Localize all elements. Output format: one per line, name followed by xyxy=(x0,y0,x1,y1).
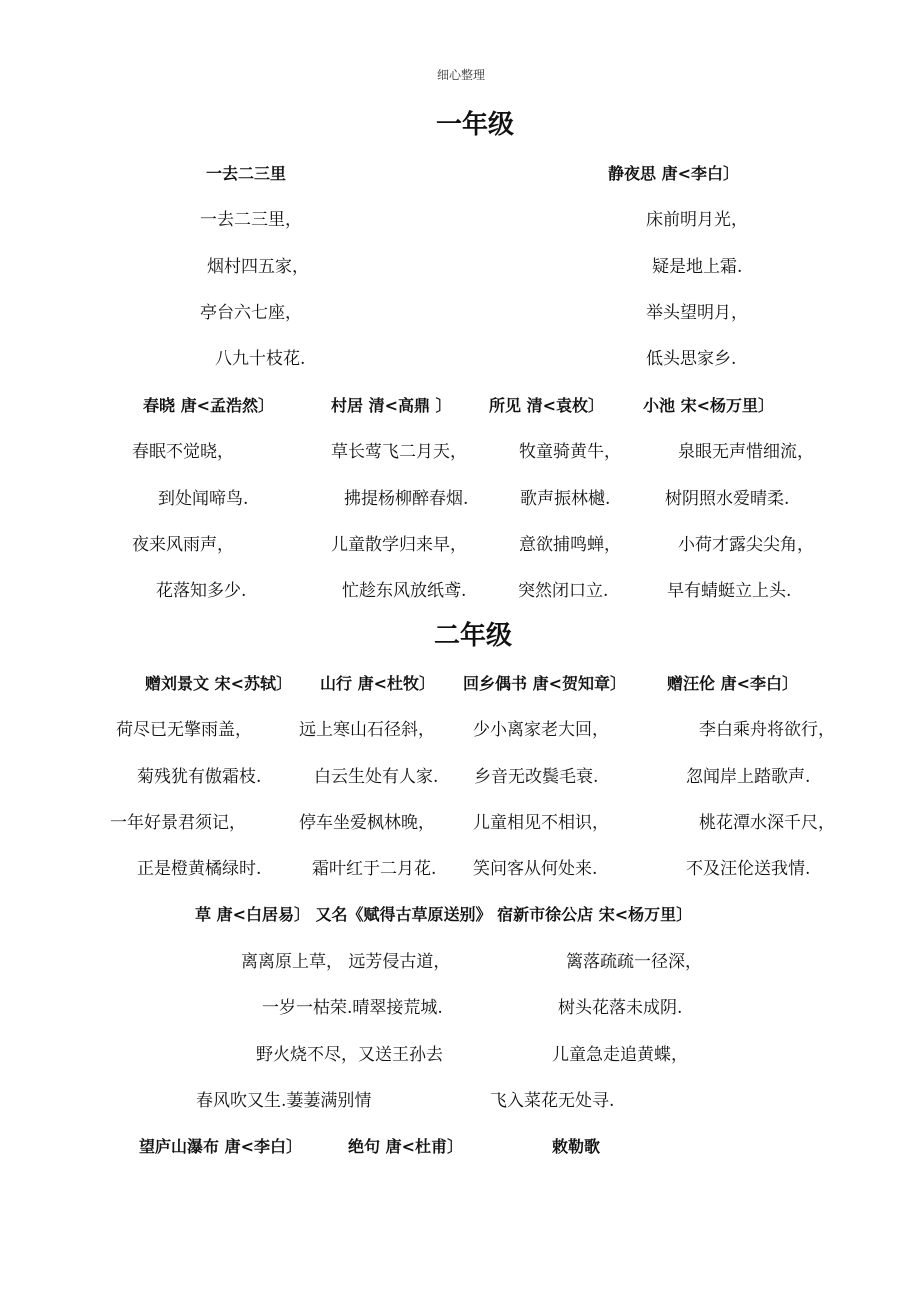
poem-line: 到处闻啼鸟. xyxy=(158,489,249,509)
poem-line: 床前明月光， xyxy=(646,210,748,230)
poem-line: 疑是地上霜. xyxy=(652,257,743,277)
poem-line: 飞入菜花无处寻. xyxy=(490,1091,615,1111)
poem-line: 突然闭口立. xyxy=(518,581,609,601)
poem-title: 一去二三里 xyxy=(206,164,287,183)
poem-line: 拂提杨柳醉春烟. xyxy=(344,489,469,509)
poem-line: 低头思家乡. xyxy=(646,349,737,369)
poem-line: 举头望明月， xyxy=(646,303,748,323)
poem-line: 乡音无改鬓毛衰. xyxy=(474,767,599,787)
poem-line: 牧童骑黄牛， xyxy=(519,442,621,462)
poem-title: 回乡偶书 唐<贺知章〕 xyxy=(463,674,626,693)
grade-heading: 一年级 xyxy=(436,110,515,140)
poem-line: 树阴照水爱晴柔. xyxy=(665,489,790,509)
poem-line: 荷尽已无擎雨盖， xyxy=(116,720,252,740)
poem-line: 远上寒山石径斜， xyxy=(299,720,435,740)
poem-line: 菊残犹有傲霜枝. xyxy=(137,767,262,787)
poem-title: 敕勒歌 xyxy=(552,1137,601,1156)
poem-line: 烟村四五家， xyxy=(207,257,309,277)
poem-line: 一去二三里， xyxy=(200,210,302,230)
poem-line: 霜叶红于二月花. xyxy=(312,859,437,879)
poem-title: 赠刘景文 宋<苏轼〕 xyxy=(145,674,292,693)
poem-line: 树头花落未成阴. xyxy=(558,998,683,1018)
poem-line: 亭台六七座， xyxy=(200,303,302,323)
poem-title: 静夜思 唐<李白〕 xyxy=(608,164,739,183)
poem-line: 李白乘舟将欲行， xyxy=(699,720,835,740)
poem-line: 不及汪伦送我情. xyxy=(686,859,811,879)
poem-title-row: 草 唐<白居易〕 又名《赋得古草原送别》 宿新市徐公店 宋<杨万里〕 xyxy=(195,905,693,924)
poem-line: 草长莺飞二月天， xyxy=(331,442,467,462)
poem-line: 花落知多少. xyxy=(156,581,247,601)
poem-line: 正是橙黄橘绿时. xyxy=(137,859,262,879)
poem-line: 停车坐爱枫林晚， xyxy=(299,813,435,833)
poem-title: 春晓 唐<孟浩然〕 xyxy=(143,396,274,415)
poem-line: 儿童散学归来早， xyxy=(331,535,467,555)
poem-line: 忽闻岸上踏歌声. xyxy=(686,767,811,787)
poem-line: 早有蜻蜓立上头. xyxy=(667,581,792,601)
poem-line: 野火烧不尽，又送王孙去 xyxy=(256,1045,443,1065)
poem-line: 一岁一枯荣.晴翠接荒城. xyxy=(262,998,443,1018)
poem-title: 山行 唐<杜牧〕 xyxy=(320,674,435,693)
poem-line: 歌声振林樾. xyxy=(520,489,611,509)
page-header: 细心整理 xyxy=(437,68,486,82)
poem-line: 一年好景君须记， xyxy=(110,813,246,833)
poem-title: 所见 清<袁枚〕 xyxy=(489,396,604,415)
grade-heading: 二年级 xyxy=(434,621,513,651)
poem-title: 望庐山瀑布 唐<李白〕 xyxy=(139,1137,302,1156)
poem-line: 春眠不觉晓， xyxy=(132,442,234,462)
poem-line: 离离原上草， 远芳侵古道， xyxy=(241,952,451,972)
poem-line: 儿童急走追黄蝶， xyxy=(552,1045,688,1065)
poem-line: 笑问客从何处来. xyxy=(473,859,598,879)
poem-line: 小荷才露尖尖角， xyxy=(678,535,814,555)
poem-line: 少小离家老大回， xyxy=(473,720,609,740)
poem-line: 儿童相见不相识， xyxy=(473,813,609,833)
poem-title: 绝句 唐<杜甫〕 xyxy=(348,1137,463,1156)
poem-title: 赠汪伦 唐<李白〕 xyxy=(667,674,798,693)
poem-line: 八九十枝花. xyxy=(215,349,306,369)
poem-title: 小池 宋<杨万里〕 xyxy=(643,396,774,415)
poem-line: 桃花潭水深千尺， xyxy=(699,813,835,833)
poem-line: 泉眼无声惜细流， xyxy=(678,442,814,462)
poem-line: 篱落疏疏一径深， xyxy=(566,952,702,972)
poem-line: 意欲捕鸣蝉， xyxy=(519,535,621,555)
poem-line: 忙趁东风放纸鸢. xyxy=(342,581,467,601)
poem-title: 村居 清<高鼎 〕 xyxy=(331,396,452,415)
poem-line: 春风吹又生.萋萋满别情 xyxy=(196,1091,372,1111)
poem-line: 白云生处有人家. xyxy=(314,767,439,787)
poem-line: 夜来风雨声， xyxy=(132,535,234,555)
